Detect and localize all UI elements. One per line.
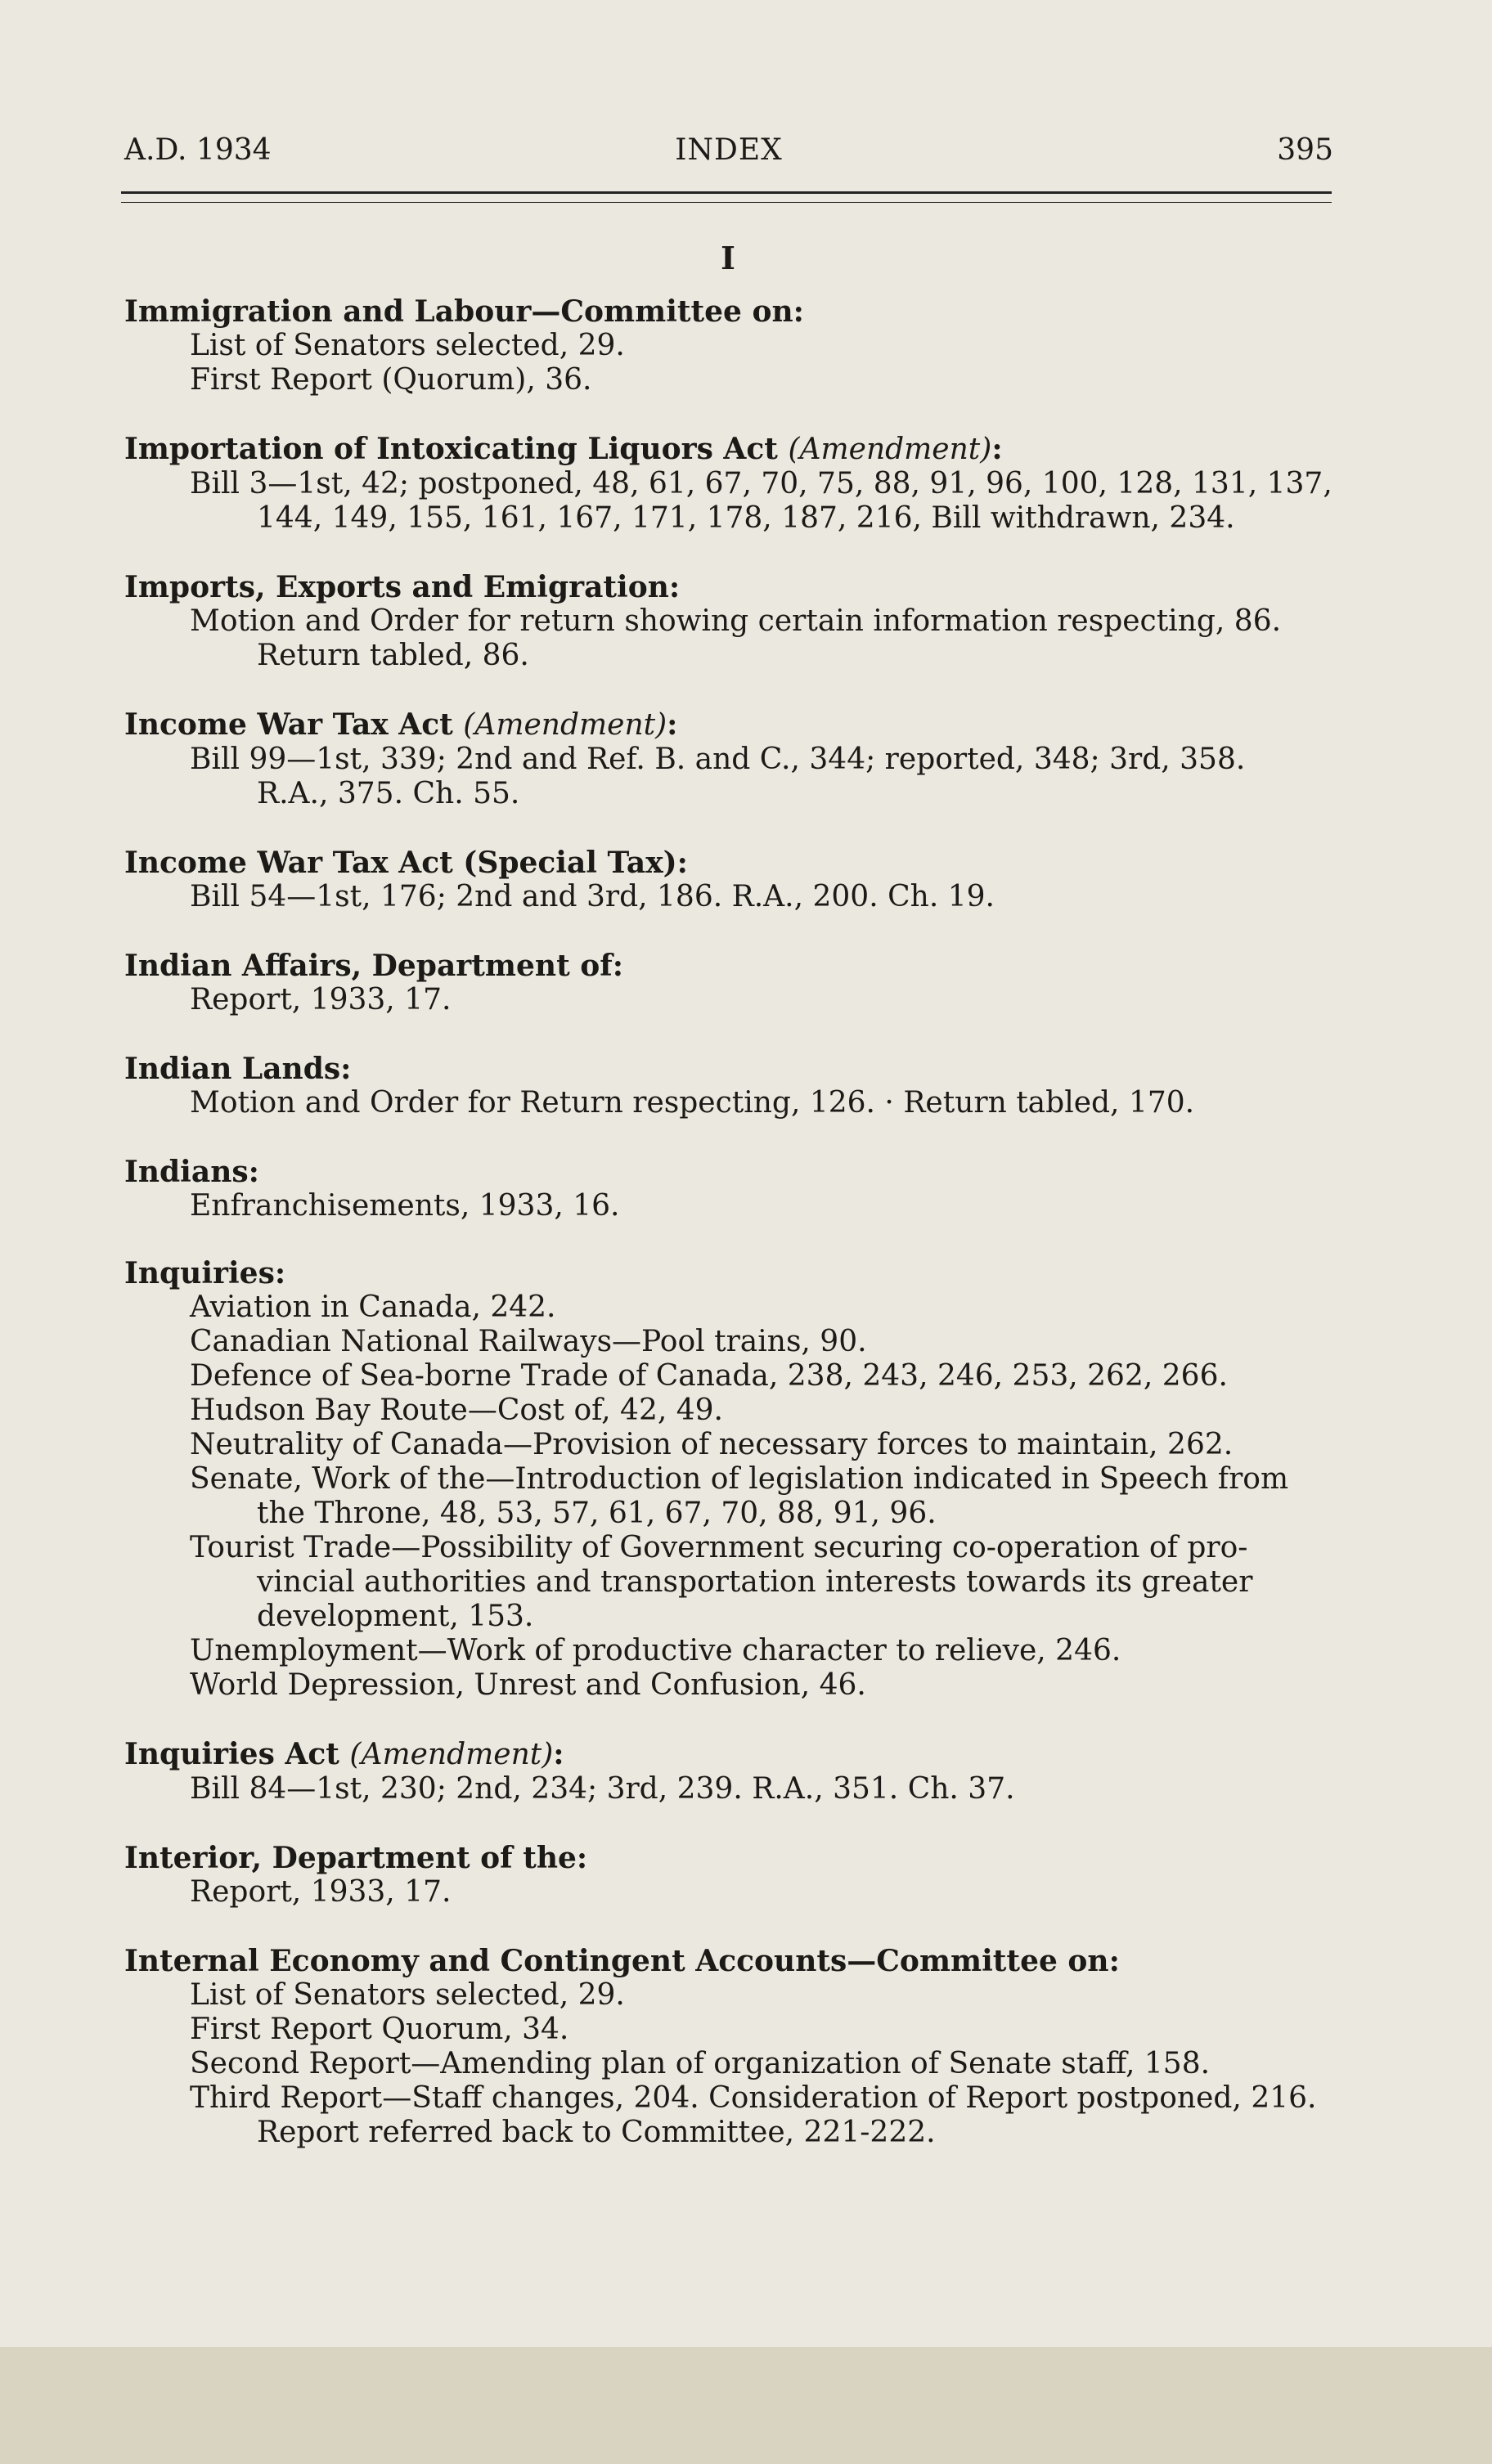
scan-margin bbox=[0, 2347, 1492, 2464]
index-entry bbox=[124, 846, 1351, 914]
entry-heading: Income War Tax Act (Special Tax): bbox=[124, 846, 688, 880]
running-head bbox=[124, 133, 1333, 174]
sub-entry bbox=[124, 1634, 1351, 1668]
sub-entry bbox=[124, 1189, 1351, 1223]
sub-entry-text: Defence of Sea-borne Trade of Canada, 238, 243, 246, 253, 262, 266. bbox=[190, 1359, 1228, 1393]
sub-entry-text: Hudson Bay Route—Cost of, 42, 49. bbox=[190, 1394, 723, 1427]
sub-entry bbox=[124, 2013, 1351, 2047]
header-title: INDEX bbox=[675, 133, 783, 167]
sub-entry-continuation: Report referred back to Committee, 221-222. bbox=[257, 2116, 936, 2149]
sub-entry-text: Report, 1933, 17. bbox=[190, 1875, 452, 1909]
header-year: A.D. 1934 bbox=[124, 133, 272, 167]
sub-entry bbox=[124, 1290, 1351, 1325]
section-letter: I bbox=[721, 240, 735, 276]
entry-heading bbox=[124, 707, 1351, 743]
sub-entry-text: Bill 54—1st, 176; 2nd and 3rd, 186. R.A., 200. Ch. 19. bbox=[190, 880, 995, 913]
sub-entry-text: Senate, Work of the—Introduction of legislation indicated in Speech from bbox=[190, 1462, 1289, 1496]
sub-entry bbox=[124, 1394, 1351, 1428]
sub-entry bbox=[124, 329, 1351, 363]
sub-entry bbox=[124, 1462, 1351, 1531]
sub-entry-text: Bill 84—1st, 230; 2nd, 234; 3rd, 239. R.A., 351. Ch. 37. bbox=[190, 1772, 1015, 1806]
sub-entry bbox=[124, 880, 1351, 914]
sub-entry-continuation: development, 153. bbox=[257, 1600, 534, 1633]
index-entry bbox=[124, 1841, 1351, 1910]
sub-entry-text: Bill 99—1st, 339; 2nd and Ref. B. and C., 344; reported, 348; 3rd, 358. bbox=[190, 743, 1246, 776]
sub-entry bbox=[124, 604, 1351, 673]
index-entry bbox=[124, 1256, 1351, 1703]
sub-entry-text: Enfranchisements, 1933, 16. bbox=[190, 1189, 620, 1223]
sub-entry bbox=[124, 1325, 1351, 1359]
sub-entry bbox=[124, 1978, 1351, 2013]
sub-entry-continuation: R.A., 375. Ch. 55. bbox=[257, 777, 520, 810]
index-entry bbox=[124, 1737, 1351, 1806]
sub-entry-text: Motion and Order for Return respecting, 126. · Return tabled, 170. bbox=[190, 1086, 1195, 1120]
sub-entry-text: Neutrality of Canada—Provision of necessary forces to maintain, 262. bbox=[190, 1428, 1234, 1461]
sub-entry-text: Unemployment—Work of productive character to relieve, 246. bbox=[190, 1634, 1121, 1667]
sub-entry bbox=[124, 983, 1351, 1017]
sub-entry-text: World Depression, Unrest and Confusion, 46. bbox=[190, 1668, 866, 1702]
sub-entry bbox=[124, 2047, 1351, 2081]
sub-entry-continuation: 144, 149, 155, 161, 167, 171, 178, 187, 216, Bill withdrawn, 234. bbox=[257, 501, 1235, 535]
sub-entry bbox=[124, 1086, 1351, 1120]
sub-entry-continuation: Return tabled, 86. bbox=[257, 639, 529, 672]
entry-heading-tail: : bbox=[667, 707, 678, 742]
sub-entry bbox=[124, 2081, 1351, 2150]
index-entry bbox=[124, 1052, 1351, 1120]
index-entry bbox=[124, 1944, 1351, 2150]
sub-entry-text: Aviation in Canada, 242. bbox=[190, 1290, 556, 1324]
page-number: 395 bbox=[1277, 133, 1333, 167]
sub-entry bbox=[124, 1428, 1351, 1462]
entry-heading: Indians: bbox=[124, 1155, 259, 1189]
sub-entry-text: Tourist Trade—Possibility of Government securing co-operation of pro- bbox=[190, 1531, 1248, 1564]
index-entry bbox=[124, 949, 1351, 1017]
entry-heading: Immigration and Labour—Committee on: bbox=[124, 294, 804, 329]
sub-entry-continuation: vincial authorities and transportation interests towards its greater bbox=[257, 1565, 1253, 1599]
sub-entry-continuation: the Throne, 48, 53, 57, 61, 67, 70, 88, 91, 96. bbox=[257, 1497, 937, 1530]
index-entry bbox=[124, 707, 1351, 811]
sub-entry-text: Canadian National Railways—Pool trains, 90. bbox=[190, 1325, 867, 1358]
sub-entry bbox=[124, 1668, 1351, 1703]
entry-heading: Imports, Exports and Emigration: bbox=[124, 570, 681, 604]
entry-heading-main: Inquiries Act bbox=[124, 1737, 350, 1771]
entry-heading-italic: (Amendment) bbox=[349, 1738, 554, 1771]
index-entry bbox=[124, 1155, 1351, 1223]
sub-entry-text: Bill 3—1st, 42; postponed, 48, 61, 67, 70, 75, 88, 91, 96, 100, 128, 131, 137, bbox=[190, 467, 1332, 500]
entry-heading-tail: : bbox=[553, 1737, 564, 1771]
sub-entry-text: List of Senators selected, 29. bbox=[190, 1978, 625, 2012]
sub-entry-text: Second Report—Amending plan of organization of Senate staff, 158. bbox=[190, 2047, 1211, 2080]
entry-heading-tail: : bbox=[991, 432, 1003, 466]
header-double-rule bbox=[121, 191, 1332, 203]
entry-heading: Inquiries: bbox=[124, 1256, 286, 1290]
entry-heading: Indian Lands: bbox=[124, 1052, 352, 1086]
sub-entry bbox=[124, 1875, 1351, 1910]
index-entry bbox=[124, 432, 1351, 536]
entry-heading bbox=[124, 432, 1351, 467]
entry-heading-main: Importation of Intoxicating Liquors Act bbox=[124, 432, 789, 466]
sub-entry bbox=[124, 1531, 1351, 1634]
entry-heading-italic: (Amendment) bbox=[788, 433, 992, 466]
index-entry bbox=[124, 294, 1351, 397]
sub-entry bbox=[124, 363, 1351, 397]
entry-heading-italic: (Amendment) bbox=[463, 708, 667, 742]
entry-heading-main: Income War Tax Act bbox=[124, 707, 464, 742]
sub-entry-text: List of Senators selected, 29. bbox=[190, 329, 625, 362]
sub-entry-text: First Report (Quorum), 36. bbox=[190, 363, 592, 397]
index-entries bbox=[124, 294, 1351, 2184]
sub-entry-text: First Report Quorum, 34. bbox=[190, 2013, 569, 2046]
entry-heading bbox=[124, 1737, 1351, 1772]
sub-entry bbox=[124, 467, 1351, 536]
entry-heading: Interior, Department of the: bbox=[124, 1841, 588, 1875]
sub-entry-text: Report, 1933, 17. bbox=[190, 983, 452, 1017]
sub-entry bbox=[124, 743, 1351, 811]
sub-entry-text: Motion and Order for return showing certain information respecting, 86. bbox=[190, 604, 1282, 638]
sub-entry-text: Third Report—Staff changes, 204. Consideration of Report postponed, 216. bbox=[190, 2081, 1317, 2115]
entry-heading: Indian Affairs, Department of: bbox=[124, 949, 624, 983]
entry-heading: Internal Economy and Contingent Accounts—Committee on: bbox=[124, 1944, 1120, 1978]
sub-entry bbox=[124, 1359, 1351, 1394]
index-entry bbox=[124, 570, 1351, 673]
sub-entry bbox=[124, 1772, 1351, 1806]
